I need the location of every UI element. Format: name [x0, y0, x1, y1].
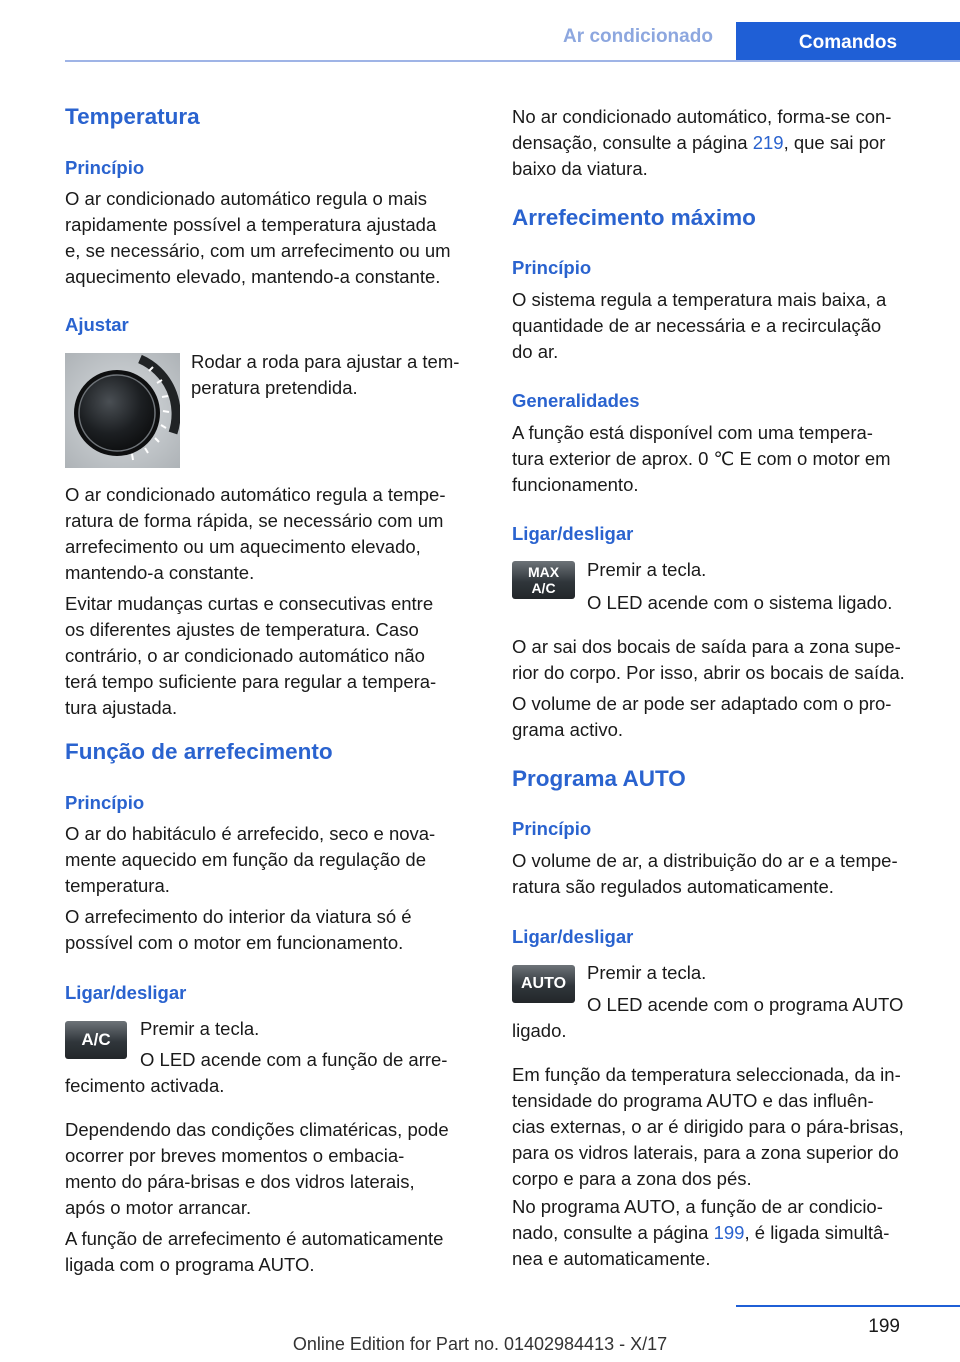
text-line: Em função da temperatura seleccionada, da in- — [512, 1064, 901, 1085]
subheading-principio: Princípio — [512, 818, 592, 839]
text-line: ligada com o programa AUTO. — [65, 1254, 315, 1275]
edition-footer: Online Edition for Part no. 01402984413 - X/17 — [292, 1334, 668, 1354]
text-line: para os vidros laterais, para a zona superior do — [512, 1142, 899, 1163]
text-line: e, se necessário, com um arrefecimento ou um — [65, 240, 451, 261]
text-line: fecimento activada. — [65, 1075, 225, 1096]
text-line: corpo e para a zona dos pés. — [512, 1168, 752, 1189]
text-line: mento do pára-brisas e dos vidros laterais, — [65, 1171, 415, 1192]
text-line: arrefecimento ou um aquecimento elevado, — [65, 536, 421, 557]
text-line: Rodar a roda para ajustar a tem- — [191, 351, 460, 372]
text-line: tura exterior de aprox. 0 ℃ E com o motor em — [512, 448, 891, 469]
header-divider — [65, 60, 960, 62]
text-line: funcionamento. — [512, 474, 639, 495]
text-line: No ar condicionado automático, forma-se con- — [512, 106, 892, 127]
button-label: A/C — [531, 580, 556, 596]
page-number: 199 — [868, 1316, 900, 1337]
subheading-ligar-desligar: Ligar/desligar — [512, 523, 634, 544]
text-line: do ar. — [512, 341, 559, 362]
text-line: Premir a tecla. — [587, 559, 707, 580]
text-span: , que sai por — [783, 132, 886, 153]
page-link-199[interactable]: 199 — [713, 1222, 745, 1243]
text-line: possível com o motor em funcionamento. — [65, 932, 404, 953]
text-line: contrário, o ar condicionado automático não — [65, 645, 425, 666]
subheading-ligar-desligar: Ligar/desligar — [65, 982, 187, 1003]
text-line: nea e automaticamente. — [512, 1248, 711, 1269]
text-line: O ar condicionado automático regula a tempe- — [65, 484, 446, 505]
text-line: rior do corpo. Por isso, abrir os bocais de saída. — [512, 662, 905, 683]
text-line: aquecimento elevado, mantendo-a constante. — [65, 266, 441, 287]
text-line: O ar condicionado automático regula o mais — [65, 188, 427, 209]
text-line: grama activo. — [512, 719, 624, 740]
text-line: temperatura. — [65, 875, 170, 896]
text-line: terá tempo suficiente para regular a tempera- — [65, 671, 437, 692]
auto-button-image: AUTO — [512, 965, 575, 1003]
text-line: cias externas, o ar é dirigido para o pára-brisas, — [512, 1116, 904, 1137]
text-line: mantendo-a constante. — [65, 562, 255, 583]
text-line: quantidade de ar necessária e a recirculação — [512, 315, 882, 336]
page-link-219[interactable]: 219 — [752, 132, 784, 153]
text-line: peratura pretendida. — [191, 377, 358, 398]
text-span: , é ligada simultâ- — [744, 1222, 890, 1243]
heading-funcao-arrefecimento: Função de arrefecimento — [65, 739, 333, 764]
text-line: A função está disponível com uma tempera- — [512, 422, 873, 443]
page-header — [0, 0, 960, 62]
text-line: ratura de forma rápida, se necessário com um — [65, 510, 444, 531]
temperature-knob-image — [65, 353, 180, 468]
section-tab: Ar condicionado — [563, 26, 713, 47]
heading-arrefecimento-maximo: Arrefecimento máximo — [512, 205, 756, 230]
subheading-principio: Princípio — [65, 792, 145, 813]
text-line: O volume de ar, a distribuição do ar e a tempe- — [512, 850, 898, 871]
text-line: os diferentes ajustes de temperatura. Caso — [65, 619, 419, 640]
text-line: Premir a tecla. — [140, 1018, 260, 1039]
max-ac-button-image — [512, 561, 575, 599]
text-line: ligado. — [512, 1020, 567, 1041]
subheading-principio: Princípio — [65, 157, 145, 178]
text-line: O LED acende com o programa AUTO — [587, 994, 904, 1015]
text-line: Dependendo das condições climatéricas, pode — [65, 1119, 449, 1140]
text-line: ocorrer por breves momentos o embacia- — [65, 1145, 405, 1166]
text-line: O ar do habitáculo é arrefecido, seco e nova- — [65, 823, 436, 844]
text-line-with-link — [512, 1220, 889, 1246]
text-line: ratura são regulados automaticamente. — [512, 876, 834, 897]
text-line: Premir a tecla. — [587, 962, 707, 983]
text-line: O LED acende com o sistema ligado. — [587, 592, 893, 613]
text-line-with-link — [512, 130, 885, 156]
text-span: densação, consulte a página — [512, 132, 753, 153]
subheading-generalidades: Generalidades — [512, 390, 640, 411]
text-line: A função de arrefecimento é automaticamente — [65, 1228, 444, 1249]
button-label: MAX — [527, 564, 560, 580]
subheading-ajustar: Ajustar — [65, 314, 129, 335]
heading-temperatura: Temperatura — [65, 104, 200, 129]
ac-button-image: A/C — [65, 1021, 127, 1059]
text-span: nado, consulte a página — [512, 1222, 714, 1243]
text-line: rapidamente possível a temperatura ajustada — [65, 214, 437, 235]
text-line: O volume de ar pode ser adaptado com o pro- — [512, 693, 892, 714]
text-line: O ar sai dos bocais de saída para a zona supe- — [512, 636, 901, 657]
text-line: No programa AUTO, a função de ar condicio- — [512, 1196, 883, 1217]
subheading-ligar-desligar: Ligar/desligar — [512, 926, 634, 947]
footer-divider — [736, 1305, 960, 1307]
text-line: Evitar mudanças curtas e consecutivas entre — [65, 593, 434, 614]
subheading-principio: Princípio — [512, 257, 592, 278]
chapter-tab: Comandos — [736, 22, 960, 62]
text-line: tensidade do programa AUTO e das influên- — [512, 1090, 874, 1111]
text-line: mente aquecido em função da regulação de — [65, 849, 427, 870]
heading-programa-auto: Programa AUTO — [512, 766, 686, 791]
text-line: O arrefecimento do interior da viatura só é — [65, 906, 412, 927]
text-line: tura ajustada. — [65, 697, 178, 718]
text-line: baixo da viatura. — [512, 158, 648, 179]
text-line: após o motor arrancar. — [65, 1197, 252, 1218]
text-line: O LED acende com a função de arre- — [140, 1049, 448, 1070]
text-line: O sistema regula a temperatura mais baixa, a — [512, 289, 887, 310]
